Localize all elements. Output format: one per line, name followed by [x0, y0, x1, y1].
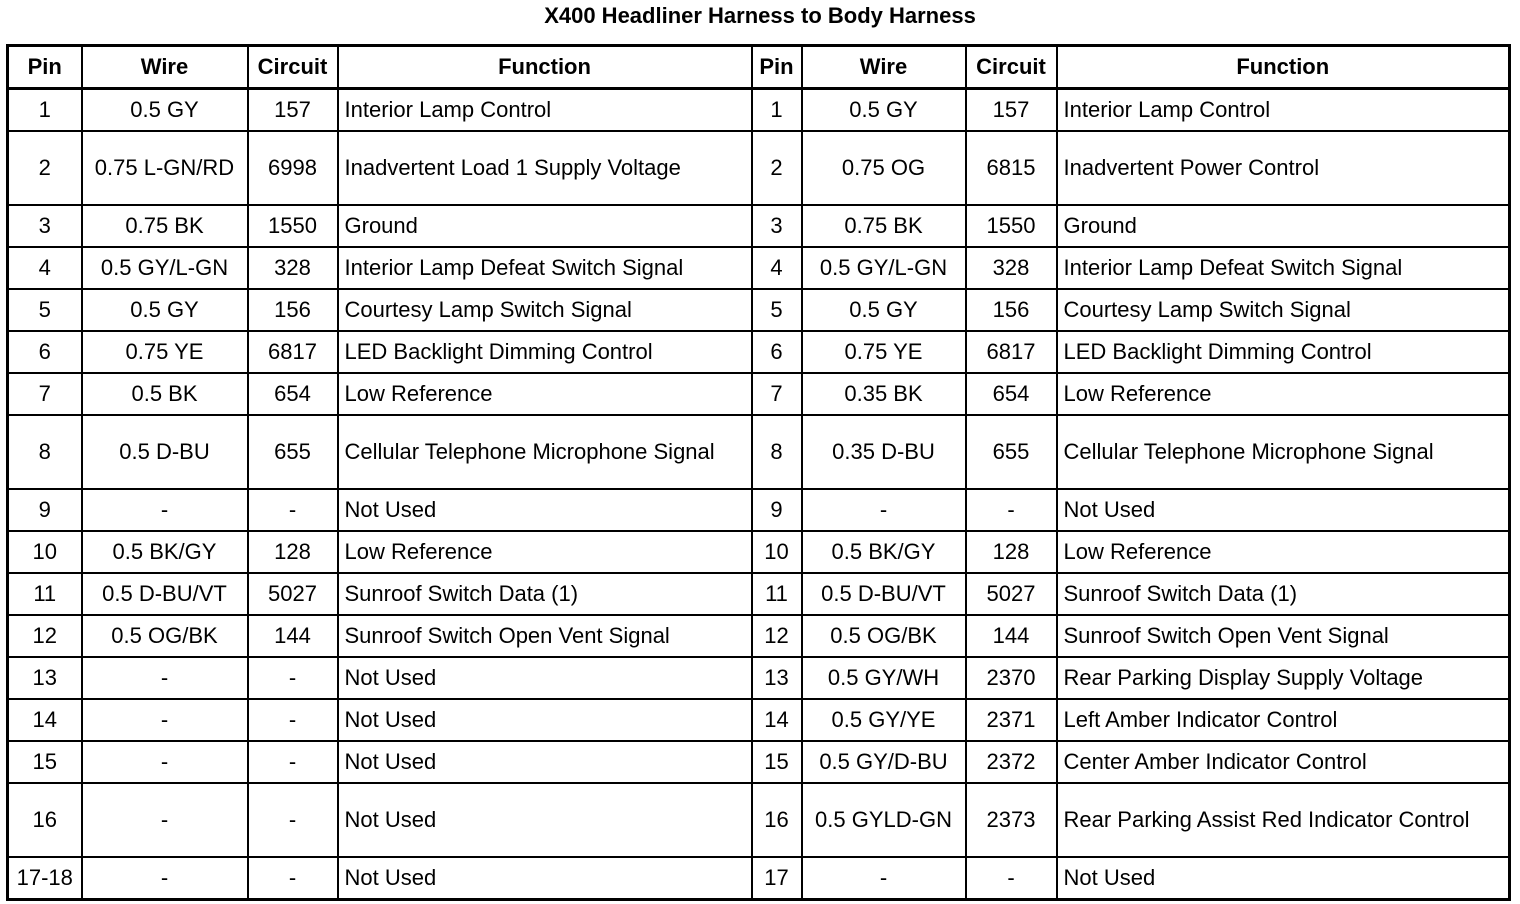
left-function: Courtesy Lamp Switch Signal [338, 289, 752, 331]
table-row [8, 783, 1510, 857]
header-circuit: Circuit [966, 46, 1057, 89]
right-function: Low Reference [1057, 531, 1510, 573]
right-pin: 11 [752, 573, 802, 615]
left-pin: 1 [8, 89, 82, 132]
right-pin: 15 [752, 741, 802, 783]
left-pin: 6 [8, 331, 82, 373]
left-pin: 3 [8, 205, 82, 247]
table-title: X400 Headliner Harness to Body Harness [544, 3, 976, 28]
right-wire: 0.5 OG/BK [802, 615, 966, 657]
header-circuit: Circuit [248, 46, 338, 89]
left-circuit: 654 [248, 373, 338, 415]
right-pin: 14 [752, 699, 802, 741]
table-row [8, 247, 1510, 289]
header-row [8, 46, 1510, 89]
left-circuit: 1550 [248, 205, 338, 247]
right-pin: 10 [752, 531, 802, 573]
left-function: LED Backlight Dimming Control [338, 331, 752, 373]
left-function: Low Reference [338, 373, 752, 415]
left-pin: 8 [8, 415, 82, 489]
left-pin: 14 [8, 699, 82, 741]
left-wire: 0.5 GY/L-GN [82, 247, 248, 289]
left-pin: 12 [8, 615, 82, 657]
right-circuit: 654 [966, 373, 1057, 415]
table-row [8, 857, 1510, 900]
right-wire: 0.75 OG [802, 131, 966, 205]
right-wire: 0.5 GYLD-GN [802, 783, 966, 857]
left-pin: 13 [8, 657, 82, 699]
right-function: Cellular Telephone Microphone Signal [1057, 415, 1510, 489]
left-wire: 0.5 D-BU/VT [82, 573, 248, 615]
right-wire: 0.5 GY/YE [802, 699, 966, 741]
left-pin: 2 [8, 131, 82, 205]
left-pin: 7 [8, 373, 82, 415]
right-pin: 5 [752, 289, 802, 331]
right-function: Courtesy Lamp Switch Signal [1057, 289, 1510, 331]
left-wire: 0.5 GY [82, 89, 248, 132]
right-function: Inadvertent Power Control [1057, 131, 1510, 205]
header-pin: Pin [752, 46, 802, 89]
header-function: Function [1057, 46, 1510, 89]
right-pin: 3 [752, 205, 802, 247]
table-row [8, 699, 1510, 741]
right-wire: - [802, 857, 966, 900]
right-circuit: 2370 [966, 657, 1057, 699]
right-wire: 0.35 BK [802, 373, 966, 415]
left-circuit: 156 [248, 289, 338, 331]
header-pin: Pin [8, 46, 82, 89]
left-wire: - [82, 783, 248, 857]
header-function: Function [338, 46, 752, 89]
right-circuit: 156 [966, 289, 1057, 331]
right-wire: 0.5 GY/L-GN [802, 247, 966, 289]
right-circuit: 128 [966, 531, 1057, 573]
right-circuit: 2373 [966, 783, 1057, 857]
left-circuit: 6998 [248, 131, 338, 205]
left-circuit: - [248, 699, 338, 741]
left-function: Not Used [338, 489, 752, 531]
left-wire: 0.75 YE [82, 331, 248, 373]
left-function: Interior Lamp Defeat Switch Signal [338, 247, 752, 289]
left-circuit: - [248, 489, 338, 531]
left-function: Not Used [338, 857, 752, 900]
table-row [8, 657, 1510, 699]
left-circuit: 128 [248, 531, 338, 573]
right-pin: 7 [752, 373, 802, 415]
table-row [8, 531, 1510, 573]
right-wire: 0.5 BK/GY [802, 531, 966, 573]
table-row [8, 131, 1510, 205]
table-row [8, 615, 1510, 657]
left-wire: - [82, 699, 248, 741]
left-pin: 11 [8, 573, 82, 615]
right-function: Low Reference [1057, 373, 1510, 415]
table-row [8, 373, 1510, 415]
left-function: Interior Lamp Control [338, 89, 752, 132]
left-function: Not Used [338, 741, 752, 783]
header-wire: Wire [802, 46, 966, 89]
left-function: Low Reference [338, 531, 752, 573]
right-circuit: 144 [966, 615, 1057, 657]
right-function: Not Used [1057, 857, 1510, 900]
table-row [8, 741, 1510, 783]
left-wire: 0.5 GY [82, 289, 248, 331]
right-function: Ground [1057, 205, 1510, 247]
left-wire: - [82, 857, 248, 900]
left-circuit: - [248, 857, 338, 900]
right-function: LED Backlight Dimming Control [1057, 331, 1510, 373]
left-pin: 5 [8, 289, 82, 331]
right-function: Not Used [1057, 489, 1510, 531]
right-wire: 0.5 GY [802, 289, 966, 331]
right-wire: 0.75 BK [802, 205, 966, 247]
left-function: Not Used [338, 657, 752, 699]
left-pin: 16 [8, 783, 82, 857]
left-circuit: 144 [248, 615, 338, 657]
left-wire: 0.5 BK/GY [82, 531, 248, 573]
left-wire: 0.5 BK [82, 373, 248, 415]
right-pin: 4 [752, 247, 802, 289]
right-wire: 0.5 D-BU/VT [802, 573, 966, 615]
right-function: Interior Lamp Control [1057, 89, 1510, 132]
right-wire: 0.5 GY [802, 89, 966, 132]
right-circuit: - [966, 489, 1057, 531]
right-circuit: 6815 [966, 131, 1057, 205]
right-wire: 0.5 GY/WH [802, 657, 966, 699]
left-wire: 0.75 L-GN/RD [82, 131, 248, 205]
left-function: Inadvertent Load 1 Supply Voltage [338, 131, 752, 205]
left-pin: 10 [8, 531, 82, 573]
pinout-table [6, 44, 1511, 901]
right-wire: 0.5 GY/D-BU [802, 741, 966, 783]
right-wire: 0.75 YE [802, 331, 966, 373]
right-pin: 2 [752, 131, 802, 205]
left-wire: - [82, 741, 248, 783]
left-circuit: 157 [248, 89, 338, 132]
right-function: Sunroof Switch Data (1) [1057, 573, 1510, 615]
right-wire: - [802, 489, 966, 531]
left-wire: - [82, 657, 248, 699]
left-function: Cellular Telephone Microphone Signal [338, 415, 752, 489]
table-row [8, 205, 1510, 247]
right-pin: 17 [752, 857, 802, 900]
right-pin: 12 [752, 615, 802, 657]
right-pin: 13 [752, 657, 802, 699]
left-wire: 0.5 D-BU [82, 415, 248, 489]
right-function: Left Amber Indicator Control [1057, 699, 1510, 741]
right-pin: 1 [752, 89, 802, 132]
table-row [8, 489, 1510, 531]
left-circuit: 328 [248, 247, 338, 289]
left-function: Sunroof Switch Data (1) [338, 573, 752, 615]
left-circuit: 5027 [248, 573, 338, 615]
table-row [8, 573, 1510, 615]
left-function: Not Used [338, 699, 752, 741]
right-pin: 6 [752, 331, 802, 373]
right-circuit: 6817 [966, 331, 1057, 373]
right-function: Rear Parking Assist Red Indicator Control [1057, 783, 1510, 857]
right-pin: 16 [752, 783, 802, 857]
left-function: Sunroof Switch Open Vent Signal [338, 615, 752, 657]
right-function: Sunroof Switch Open Vent Signal [1057, 615, 1510, 657]
left-function: Ground [338, 205, 752, 247]
table-row [8, 89, 1510, 132]
left-pin: 15 [8, 741, 82, 783]
right-circuit: 2371 [966, 699, 1057, 741]
left-circuit: 6817 [248, 331, 338, 373]
left-circuit: - [248, 741, 338, 783]
right-pin: 9 [752, 489, 802, 531]
left-function: Not Used [338, 783, 752, 857]
right-circuit: 157 [966, 89, 1057, 132]
left-wire: - [82, 489, 248, 531]
right-circuit: 655 [966, 415, 1057, 489]
left-pin: 9 [8, 489, 82, 531]
left-circuit: 655 [248, 415, 338, 489]
right-wire: 0.35 D-BU [802, 415, 966, 489]
left-pin: 17-18 [8, 857, 82, 900]
left-circuit: - [248, 783, 338, 857]
left-wire: 0.5 OG/BK [82, 615, 248, 657]
right-pin: 8 [752, 415, 802, 489]
left-wire: 0.75 BK [82, 205, 248, 247]
right-circuit: 2372 [966, 741, 1057, 783]
right-circuit: 5027 [966, 573, 1057, 615]
table-row [8, 289, 1510, 331]
right-function: Rear Parking Display Supply Voltage [1057, 657, 1510, 699]
right-circuit: 328 [966, 247, 1057, 289]
left-circuit: - [248, 657, 338, 699]
header-wire: Wire [82, 46, 248, 89]
right-circuit: - [966, 857, 1057, 900]
left-pin: 4 [8, 247, 82, 289]
right-function: Center Amber Indicator Control [1057, 741, 1510, 783]
right-circuit: 1550 [966, 205, 1057, 247]
right-function: Interior Lamp Defeat Switch Signal [1057, 247, 1510, 289]
table-row [8, 331, 1510, 373]
table-row [8, 415, 1510, 489]
